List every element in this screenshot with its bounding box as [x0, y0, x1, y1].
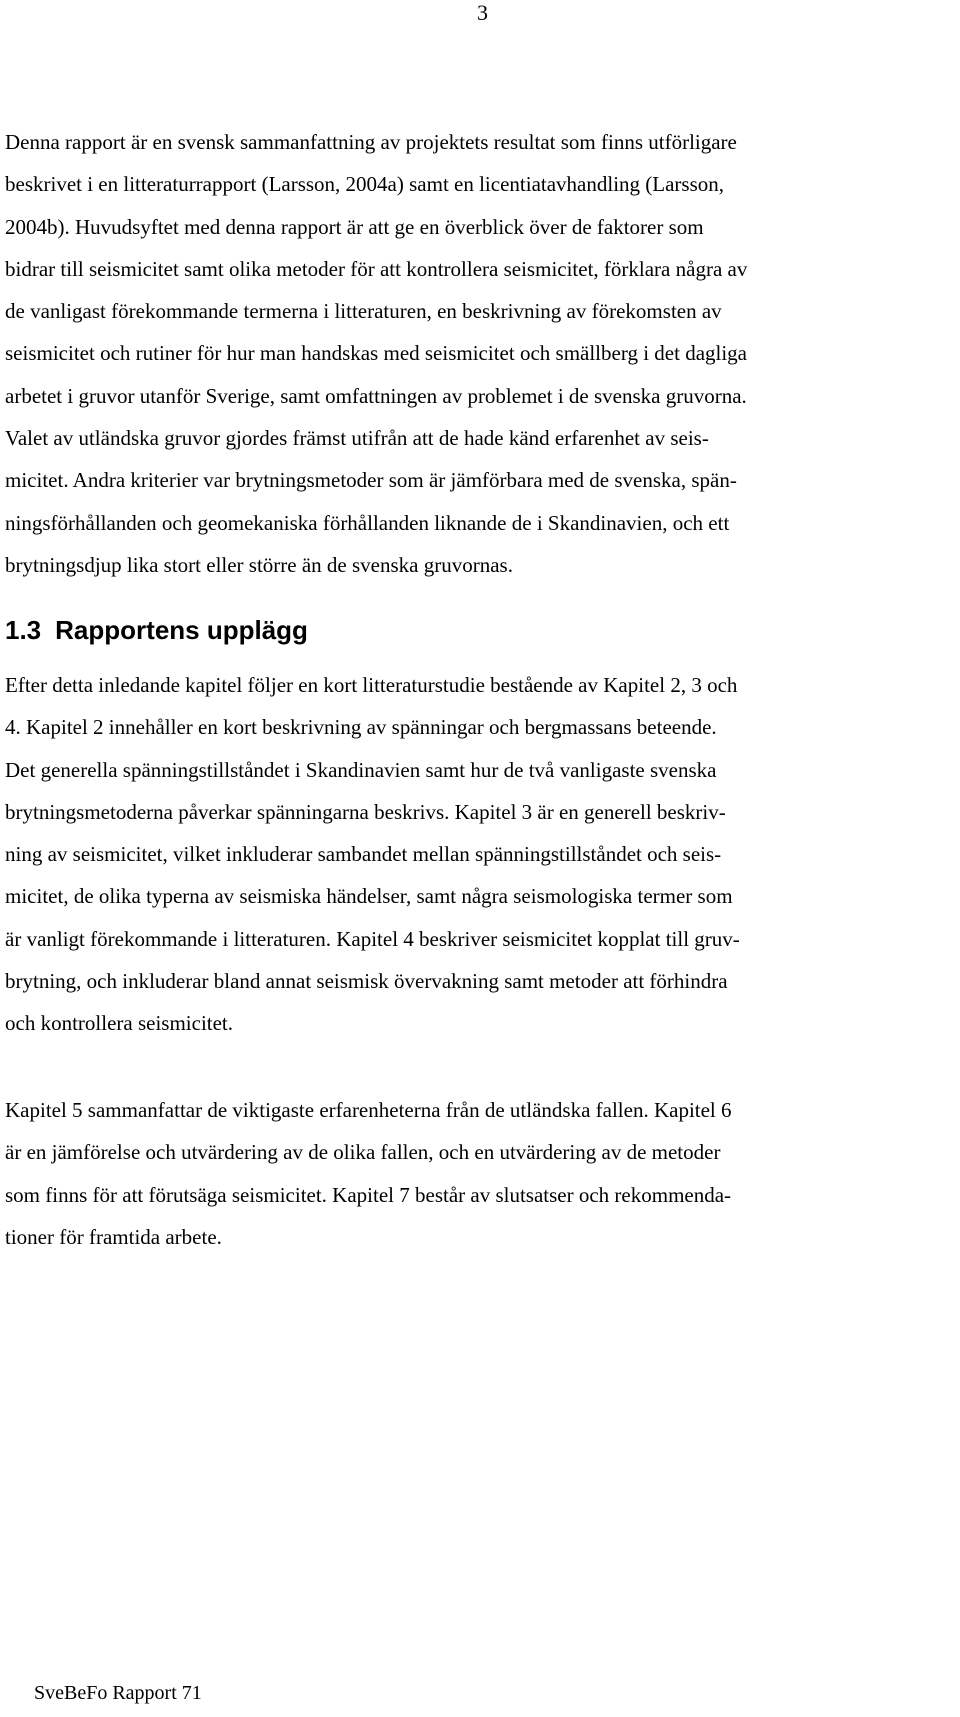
section-heading	[5, 612, 308, 648]
text-line: bidrar till seismicitet samt olika metoder för att kontrollera seismicitet, förklara några av	[5, 256, 748, 281]
text-line: Valet av utländska gruvor gjordes främst utifrån att de hade känd erfarenhet av seis-	[5, 426, 709, 451]
paragraph-chapters	[5, 1089, 945, 1258]
text-line: brytningsdjup lika stort eller större än de svenska gruvornas.	[5, 552, 513, 577]
text-line: brytning, och inkluderar bland annat seismisk övervakning samt metoder att förhindra	[5, 969, 728, 994]
text-line: Efter detta inledande kapitel följer en kort litteraturstudie bestående av Kapitel 2, 3 och	[5, 673, 738, 697]
page-number: 3	[477, 0, 488, 25]
text-line: micitet. Andra kriterier var brytningsmetoder som är jämförbara med de svenska, spän-	[5, 468, 737, 493]
paragraph-intro	[5, 121, 945, 586]
text-line: micitet, de olika typerna av seismiska händelser, samt några seismologiska termer som	[5, 884, 733, 909]
text-line: 4. Kapitel 2 innehåller en kort beskrivning av spänningar och bergmassans beteende.	[5, 715, 717, 740]
text-line: är en jämförelse och utvärdering av de olika fallen, och en utvärdering av de metoder	[5, 1140, 721, 1165]
text-line: arbetet i gruvor utanför Sverige, samt omfattningen av problemet i de svenska gruvorna.	[5, 383, 747, 408]
page-footer: SveBeFo Rapport 71	[34, 1682, 202, 1704]
text-line: de vanligast förekommande termerna i litteraturen, en beskrivning av förekomsten av	[5, 299, 722, 324]
text-line: Denna rapport är en svensk sammanfattning av projektets resultat som finns utförligare	[5, 130, 737, 154]
text-line: brytningsmetoderna påverkar spänningarna beskrivs. Kapitel 3 är en generell beskriv-	[5, 799, 726, 824]
text-line: 2004b). Huvudsyftet med denna rapport är att ge en överblick över de faktorer som	[5, 214, 704, 239]
text-line: Det generella spänningstillståndet i Skandinavien samt hur de två vanligaste svenska	[5, 757, 717, 782]
text-line: tioner för framtida arbete.	[5, 1224, 222, 1249]
text-line: ningsförhållanden och geomekaniska förhållanden liknande de i Skandinavien, och ett	[5, 510, 730, 535]
text-line: seismicitet och rutiner för hur man handskas med seismicitet och smällberg i det dagliga	[5, 341, 748, 366]
text-line: ning av seismicitet, vilket inkluderar sambandet mellan spänningstillståndet och seis-	[5, 842, 722, 867]
text-line: Kapitel 5 sammanfattar de viktigaste erfarenheterna från de utländska fallen. Kapitel 6	[5, 1098, 732, 1122]
text-line: som finns för att förutsäga seismicitet. Kapitel 7 består av slutsatser och rekommenda-	[5, 1182, 732, 1207]
section-title: Rapportens upplägg	[55, 615, 308, 645]
section-number: 1.3	[5, 615, 42, 645]
text-line: är vanligt förekommande i litteraturen. Kapitel 4 beskriver seismicitet kopplat till gruv-	[5, 926, 740, 951]
text-line: beskrivet i en litteraturrapport (Larsson, 2004a) samt en licentiatavhandling (Larsson,	[5, 172, 725, 197]
text-line: och kontrollera seismicitet.	[5, 1011, 234, 1036]
paragraph-structure	[5, 664, 945, 1045]
